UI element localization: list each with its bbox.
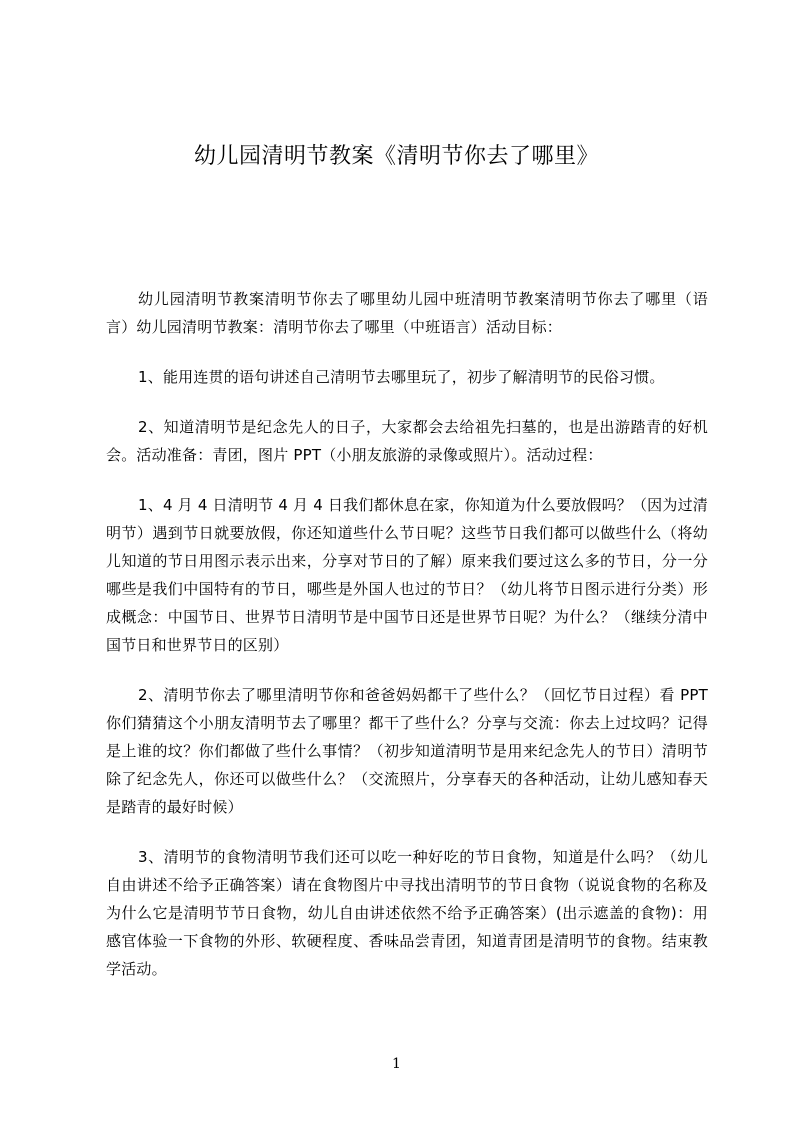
goal-one-paragraph: 1、能用连贯的语句讲述自己清明节去哪里玩了，初步了解清明节的民俗习惯。: [138, 368, 665, 386]
document-title: 幼儿园清明节教案《清明节你去了哪里》: [193, 144, 599, 169]
step-three-paragraph: 3、清明节的食物清明节我们还可以吃一种好吃的节日食物，知道是什么吗？（幼儿自由讲述不给予正确答案）请在食物图片中寻找出清明节的节日食物（说说食物的名称及为什么它是清明节节日食物，幼儿自由讲述依然不给予正确答案）(出示遮盖的食物)：用感官体验一下食物的外形、软硬程度、香味品尝青团，知道青团是清明节的食物。结束教学活动。: [106, 848, 708, 978]
step-two-paragraph: 2、清明节你去了哪里清明节你和爸爸妈妈都干了些什么？（回忆节日过程）看 PPT 你们猜猜这个小朋友清明节去了哪里？都干了些什么？分享与交流：你去上过坟吗？记得是上谁的坟？你们都做了些什么事情？（初步知道清明节是用来纪念先人的节日）清明节除了纪念先人，你还可以做些什么？（交流照片，分享春天的各种活动，让幼儿感知春天是踏青的最好时候）: [106, 686, 708, 816]
step-one-paragraph: 1、4 月 4 日清明节 4 月 4 日我们都休息在家，你知道为什么要放假吗？（因为过清明节）遇到节日就要放假，你还知道些什么节日呢？这些节日我们都可以做些什么（将幼儿知道的节日用图示表示出来，分享对节日的了解）原来我们要过这么多的节日，分一分哪些是我们中国特有的节日，哪些是外国人也过的节日？（幼儿将节日图示进行分类）形成概念：中国节日、世界节日清明节是中国节日还是世界节日呢？为什么？（继续分清中国节日和世界节日的区别）: [106, 496, 708, 654]
page-number: 1: [392, 1056, 401, 1072]
goal-two-paragraph: 2、知道清明节是纪念先人的日子，大家都会去给祖先扫墓的，也是出游踏青的好机会。活动准备：青团，图片 PPT（小朋友旅游的录像或照片）。活动过程：: [106, 418, 708, 464]
intro-paragraph: 幼儿园清明节教案清明节你去了哪里幼儿园中班清明节教案清明节你去了哪里（语言）幼儿园清明节教案：清明节你去了哪里（中班语言）活动目标：: [106, 290, 708, 336]
document-body: [106, 285, 708, 1005]
